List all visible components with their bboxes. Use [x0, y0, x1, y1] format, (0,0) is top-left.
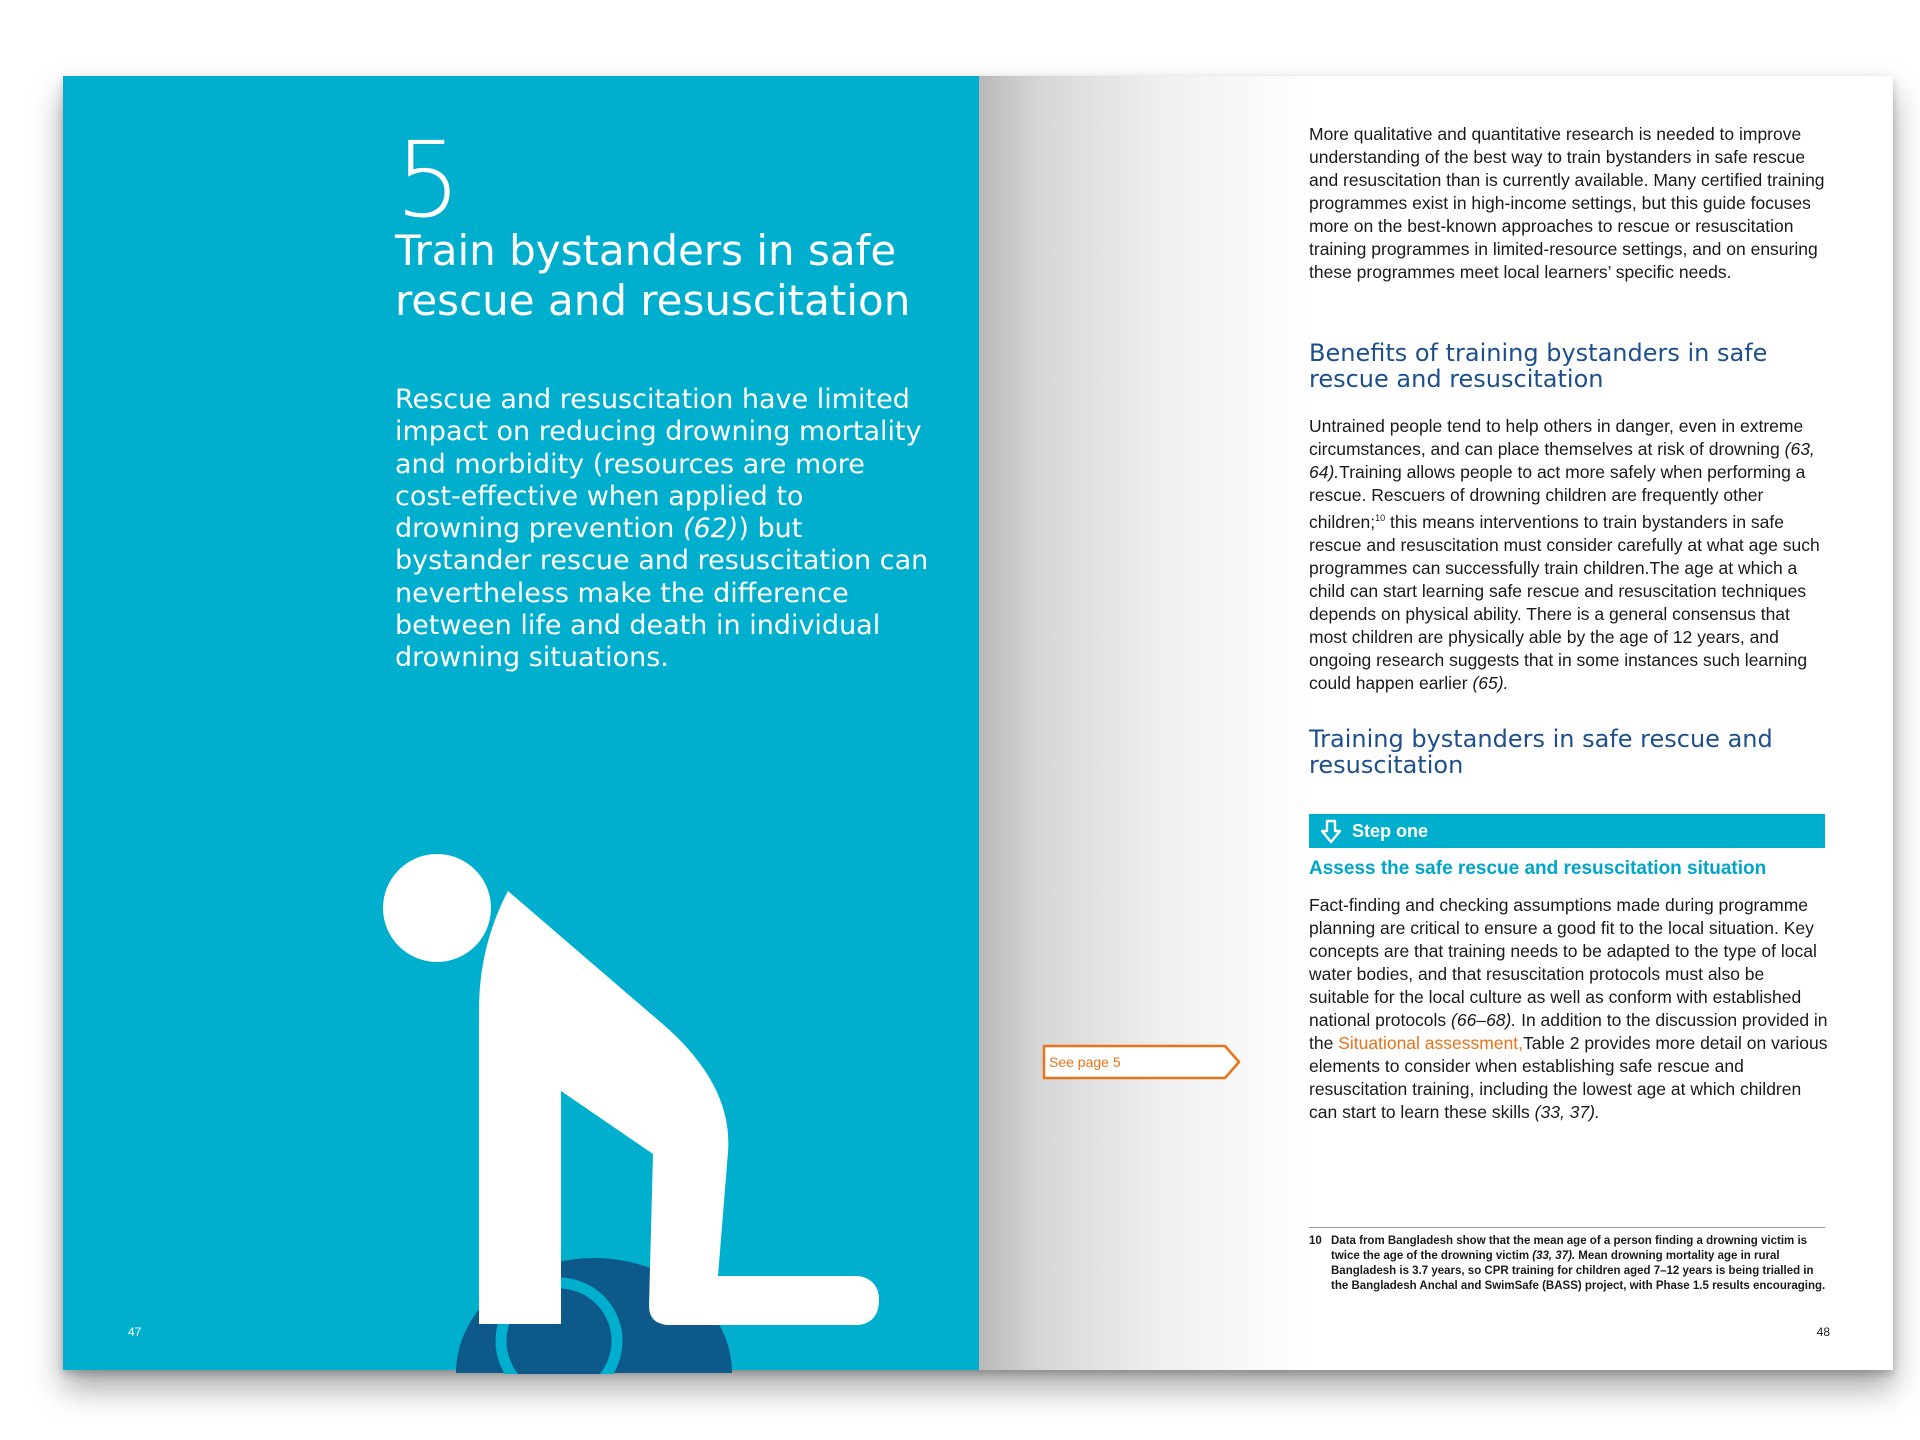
step-text-2: In addition to the discussion provided in the — [1309, 1010, 1828, 1053]
step-label: Step one — [1352, 821, 1429, 841]
footnote-number: 10 — [1309, 1235, 1322, 1247]
arrow-down-icon — [1317, 819, 1345, 845]
book-spread — [63, 76, 1893, 1370]
benefits-citation-1: (63, 64). — [1309, 439, 1815, 482]
benefits-text-2: Training allows people to act more safely when performing a rescue. Rescuers of drowning children are frequently other children; — [1309, 462, 1806, 532]
lead-paragraph — [395, 384, 935, 675]
step-heading: Assess the safe rescue and resuscitation situation — [1309, 858, 1767, 879]
step-citation-1: (66–68). — [1451, 1010, 1517, 1030]
footnote-text-2: Mean drowning mortality age in rural Bangladesh is 3.7 years, so CPR training for children aged 7–12 years is being trialled in the Bangladesh Anchal and SwimSafe (BASS) project, with Phase 1.5 results encouraging. — [1331, 1250, 1826, 1292]
training-heading: Training bystanders in safe rescue and resuscitation — [1309, 725, 1773, 779]
footnote-text-1: Data from Bangladesh show that the mean age of a person finding a drowning victim is twice the age of the drowning victim — [1331, 1235, 1808, 1262]
right-page — [979, 76, 1893, 1370]
footnote-text — [1331, 1234, 1829, 1294]
benefits-text-3: this means interventions to train bystanders in safe rescue and resuscitation must consider carefully at what age such programmes can successfully train children.The age at which a child can start learning safe rescue and resuscitation techniques depends on physical ability. There is a general consensus that most children are physically able by the age of 12 years, and ongoing research suggests that in some instances such learning could happen earlier — [1309, 511, 1820, 693]
step-paragraph — [1309, 894, 1829, 1124]
situational-assessment-link[interactable]: Situational assessment, — [1338, 1033, 1524, 1053]
chapter-title: Train bystanders in safe rescue and resuscitation — [395, 226, 911, 325]
page-number-left: 47 — [128, 1325, 142, 1339]
left-page — [63, 76, 979, 1370]
benefits-paragraph — [1309, 415, 1829, 695]
footnote-citation: (33, 37). — [1532, 1250, 1576, 1262]
chapter-number: 5 — [395, 119, 462, 241]
footnote-ref[interactable]: 10 — [1375, 513, 1386, 523]
benefits-heading: Benefits of training bystanders in safe rescue and resuscitation — [1309, 339, 1768, 393]
footnote — [1309, 1234, 1829, 1294]
step-text-1: Fact-finding and checking assumptions made during programme planning are critical to ensure a good fit to the local situation. Key concepts are that training needs to be adapted to the type of local water bodies, and that resuscitation protocols must also be suitable for the local culture as well as conform with established national protocols — [1309, 895, 1817, 1030]
footnote-divider — [1309, 1227, 1825, 1228]
step-one-bar — [1309, 814, 1825, 848]
lead-text-1: Rescue and resuscitation have limited impact on reducing drowning mortality and morbidity (resources are more cost-effective when applied to drowning prevention — [395, 384, 922, 545]
cpr-figure-icon — [383, 854, 903, 1374]
lead-text-2: ) but bystander rescue and resuscitation can nevertheless make the difference between life and death in individual drowning situations. — [395, 513, 929, 674]
intro-paragraph: More qualitative and quantitative research is needed to improve understanding of the best way to train bystanders in safe rescue and resuscitation than is currently available. Many certified training programmes exist in high-income settings, but this guide focuses more on the best-known approaches to rescue or resuscitation training programmes in limited-resource settings, and on ensuring these programmes meet local learners’ specific needs. — [1309, 124, 1825, 282]
step-text-3: Table 2 provides more detail on various elements to consider when establishing safe rescue and resuscitation training, including the lowest age at which children can start to learn these skills — [1309, 1033, 1828, 1122]
page-number-right: 48 — [1816, 1325, 1830, 1339]
step-citation-2: (33, 37). — [1534, 1102, 1600, 1122]
lead-citation: (62) — [682, 513, 739, 545]
benefits-text-1: Untrained people tend to help others in danger, even in extreme circumstances, and can place themselves at risk of drowning — [1309, 416, 1804, 459]
see-page-callout[interactable]: See page 5 — [1049, 1054, 1121, 1070]
benefits-citation-2: (65). — [1472, 672, 1509, 693]
